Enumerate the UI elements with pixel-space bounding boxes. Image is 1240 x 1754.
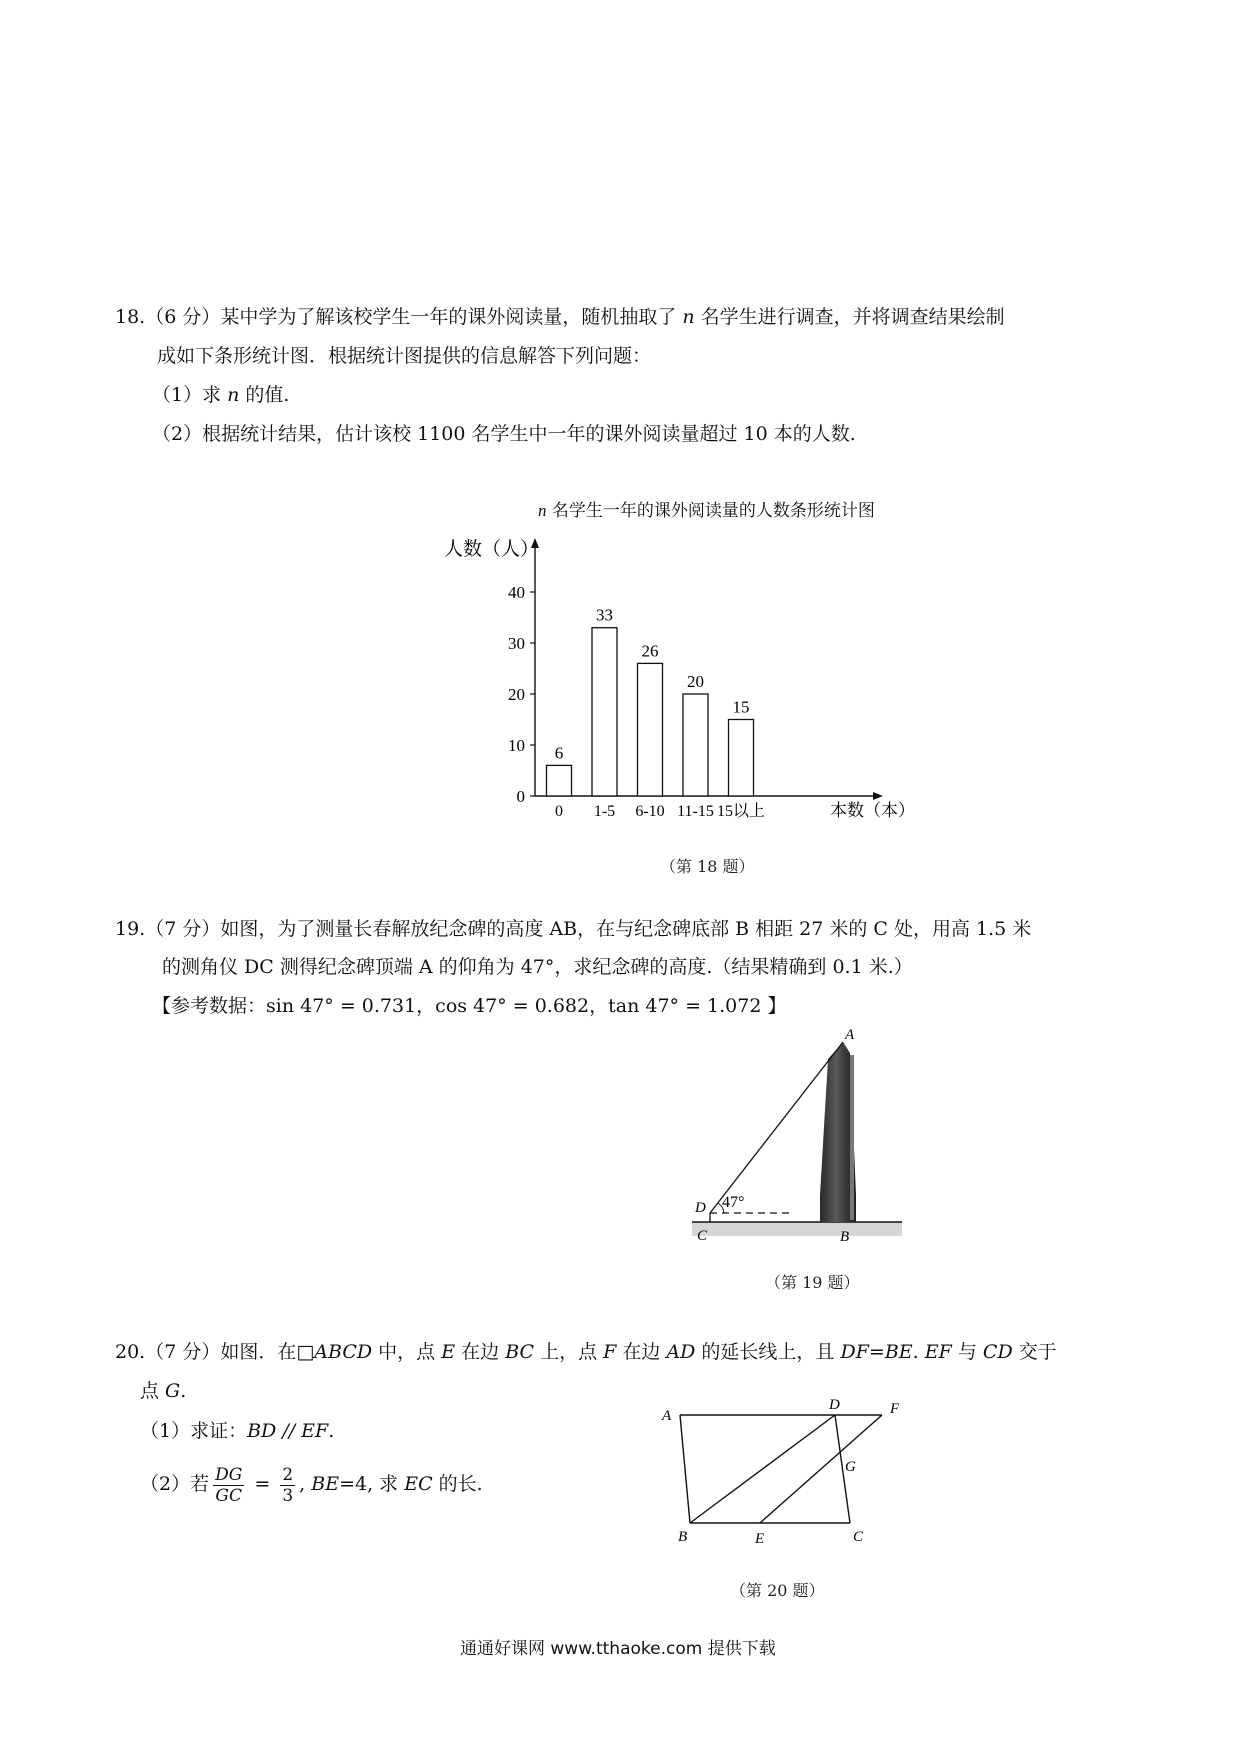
q19-caption: （第 19 题）	[765, 1273, 860, 1292]
q18-caption: （第 18 题）	[660, 857, 755, 876]
y-tick-label: 40	[508, 583, 525, 602]
q19-line2: 的测角仪 DC 测得纪念碑顶端 A 的仰角为 47°，求纪念碑的高度.（结果精确到 0.1 米.）	[162, 956, 913, 978]
fraction-dg-gc: $\frac{DG}{GC}$	[215, 1464, 243, 1506]
data-label-4: 15	[732, 697, 750, 717]
x-tick-label-0: 0	[555, 803, 563, 820]
bar-chart	[430, 530, 930, 830]
data-label-0: 6	[554, 743, 564, 763]
label-B: B	[678, 1529, 688, 1545]
data-label-1: 33	[596, 605, 613, 625]
y-tick-label: 10	[508, 736, 525, 755]
bars	[547, 606, 766, 820]
q18-part2: （2）根据统计结果，估计该校 1100 名学生中一年的课外阅读量超过 10 本的人数.	[152, 423, 856, 445]
q18-line1: 18.（6 分）某中学为了解该校学生一年的课外阅读量，随机抽取了 n 名学生进行调查，并将调查结果绘制	[115, 306, 1005, 328]
label-G: G	[845, 1459, 856, 1475]
label-A: A	[662, 1408, 672, 1424]
monument-highlight	[850, 1055, 854, 1220]
label-B: B	[840, 1229, 850, 1245]
q20-caption: （第 20 题）	[730, 1581, 825, 1600]
bar-2	[638, 663, 663, 796]
label-E: E	[755, 1531, 765, 1547]
y-tick-label: 30	[508, 634, 525, 653]
q19-ref-data: 【参考数据：sin 47° = 0.731，cos 47° = 0.682，tan 47° = 1.072 】	[152, 995, 787, 1017]
parallelogram-figure	[650, 1385, 930, 1550]
label-A: A	[845, 1027, 855, 1043]
data-label-2: 26	[641, 641, 659, 661]
bar-1	[592, 628, 617, 796]
x-axis-arrow	[873, 792, 883, 800]
bar-0	[547, 765, 572, 796]
q19-line1: 19.（7 分）如图，为了测量长春解放纪念碑的高度 AB，在与纪念碑底部 B 相距 27 米的 C 处，用高 1.5 米	[115, 918, 1032, 940]
monument-figure	[680, 1025, 920, 1250]
bar-3	[683, 694, 708, 796]
y-axis-label: 人数（人）	[444, 539, 540, 560]
label-F: F	[890, 1401, 900, 1417]
q18-part1: （1）求 n 的值.	[152, 384, 290, 406]
label-D: D	[829, 1397, 840, 1413]
x-tick-label-4: 15以上	[716, 803, 766, 820]
bar-4	[729, 720, 754, 797]
fraction-2-3: $\frac{2}{3}$	[282, 1464, 294, 1506]
chart-title: n 名学生一年的课外阅读量的人数条形统计图	[538, 501, 875, 521]
q18-line2: 成如下条形统计图．根据统计图提供的信息解答下列问题：	[157, 345, 652, 367]
x-axis-label: 本数（本）	[830, 801, 915, 820]
label-C: C	[853, 1529, 864, 1545]
data-label-3: 20	[687, 672, 704, 691]
footer-source: 通通好课网 www.tthaoke.com 提供下载	[460, 1639, 776, 1659]
y-tick-label: 0	[516, 787, 525, 806]
x-tick-label-3: 11-15	[677, 803, 714, 820]
ground	[692, 1222, 902, 1236]
x-tick-label-2: 6-10	[635, 803, 665, 820]
label-D: D	[695, 1200, 706, 1216]
label-C: C	[697, 1228, 708, 1244]
x-tick-label-1: 1-5	[593, 803, 616, 820]
diagonal-BD	[690, 1415, 835, 1523]
y-ticks	[508, 583, 535, 806]
q20-part2: （2）若 $\frac{DG}{GC}$ = $\frac{2}{3}$ , BE=4, 求 EC 的长.	[140, 1464, 483, 1506]
segment-EF	[760, 1415, 882, 1523]
side-AB	[680, 1415, 690, 1523]
q20-part1: （1）求证：BD // EF.	[140, 1420, 335, 1442]
y-tick-label: 20	[508, 685, 525, 704]
angle-47: 47°	[722, 1194, 745, 1211]
q20-line1: 20.（7 分）如图．在□ABCD 中，点 E 在边 BC 上，点 F 在边 AD 的延长线上，且 DF=BE. EF 与 CD 交于	[115, 1341, 1057, 1363]
q20-line2: 点 G.	[140, 1380, 187, 1402]
